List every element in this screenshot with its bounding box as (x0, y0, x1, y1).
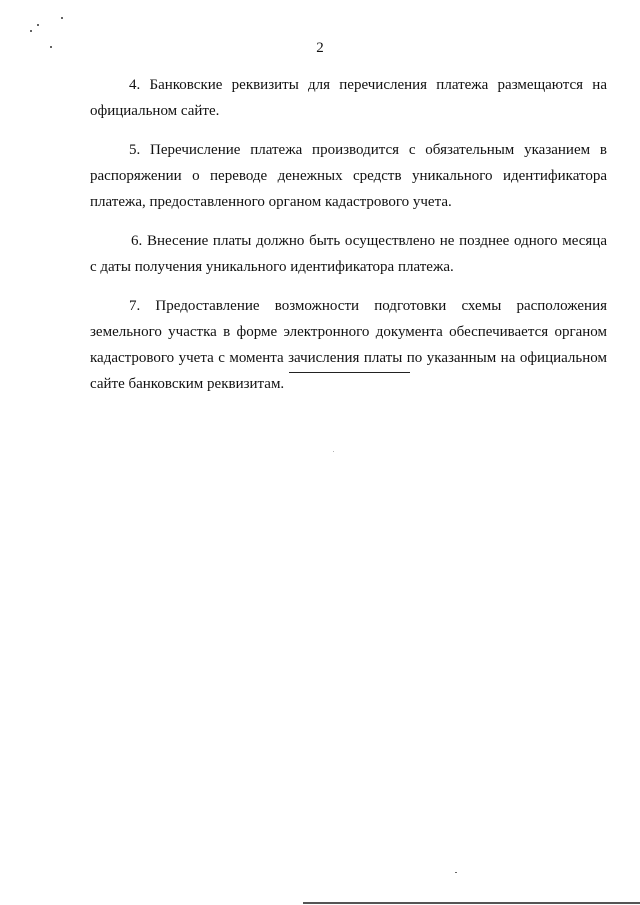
end-of-text-rule (289, 372, 410, 373)
scan-speck (30, 30, 32, 32)
scan-speck (333, 451, 334, 452)
page-number: 2 (316, 40, 324, 56)
paragraph-5: 5. Перечисление платежа производится с обязательным указанием в распоряжении о переводе денежных средств уникального идентификатора платежа, предоставленного органом кадастрового учета. (90, 142, 607, 210)
paragraph-4: 4. Банковские реквизиты для перечисления платежа размещаются на официальном сайте. (90, 77, 607, 119)
paragraph-7: 7. Предоставление возможности подготовки схемы расположения земельного участка в форме электронного документа обеспечивается органом кадастрового учета с момента зачисления платы по указанным на официальном сайте банковским реквизитам. (90, 298, 607, 392)
document-body (90, 72, 607, 410)
scan-bottom-edge (303, 902, 640, 904)
scan-speck (37, 24, 39, 26)
scan-speck (455, 872, 457, 873)
scan-speck (61, 17, 63, 19)
paragraph-6: 6. Внесение платы должно быть осуществлено не позднее одного месяца с даты получения уникального идентификатора платежа. (90, 233, 607, 275)
